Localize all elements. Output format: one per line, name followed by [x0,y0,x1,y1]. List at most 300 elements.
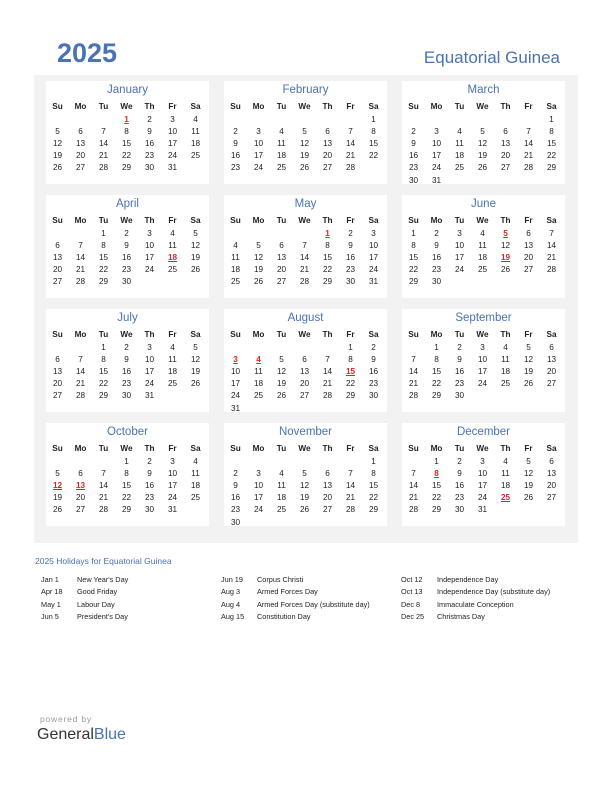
weekday-header: We [120,216,133,225]
day-cell: 30 [144,505,155,515]
day-cell: 21 [345,493,356,503]
weekday-header: Su [230,216,241,225]
day-cell: 21 [345,151,356,161]
day-cell: 29 [322,277,333,287]
day-cell: 17 [253,151,264,161]
day-cell: 17 [230,379,241,389]
day-cell: 1 [411,229,416,238]
day-cell: 23 [144,493,155,503]
day-cell: 25 [253,391,264,401]
day-cell: 7 [302,241,307,251]
weekday-header: Fr [524,330,533,339]
day-cell: 23 [121,379,132,389]
day-cell: 22 [121,493,132,503]
day-cell: 12 [477,139,488,149]
weekday-header: Mo [252,330,265,339]
day-cell: 13 [52,253,63,263]
day-cell: 10 [368,241,379,251]
day-cell: 10 [431,139,442,149]
day-cell: 20 [75,151,86,161]
day-cell: 6 [55,241,60,251]
day-cell: 15 [368,139,379,149]
day-cell: 14 [345,139,356,149]
day-cell: 21 [98,493,109,503]
day-cell: 18 [454,151,465,161]
weekday-header: Mo [74,216,87,225]
day-cell: 1 [371,457,376,466]
day-cell: 15 [546,139,557,149]
weekday-header: Tu [454,330,465,339]
month-name: April [115,198,139,210]
weekday-header: Sa [546,444,557,453]
day-cell: 3 [480,343,485,352]
day-cell: 24 [431,163,442,173]
day-cell: 16 [144,139,155,149]
day-cell: 30 [230,517,241,527]
day-cell: 8 [411,241,416,251]
day-cell: 5 [302,469,307,479]
day-cell: 17 [477,367,488,377]
day-cell: 9 [371,355,376,365]
day-cell: 14 [75,367,86,377]
day-cell: 21 [75,265,86,275]
day-cell: 16 [345,253,356,263]
generalblue-logo[interactable] [37,726,126,744]
weekday-header: Su [52,444,63,453]
weekday-header: We [298,102,311,111]
day-cell: 20 [52,379,63,389]
day-cell: 2 [233,127,238,137]
weekday-header: We [476,216,489,225]
day-cell: 4 [457,127,462,137]
day-cell: 11 [501,355,510,365]
day-cell: 22 [98,265,109,275]
day-cell: 30 [431,277,442,287]
day-cell: 15 [322,253,333,263]
day-cell: 4 [503,343,508,352]
day-cell: 12 [523,469,534,479]
day-cell: 1 [371,115,376,124]
weekday-header: We [120,330,133,339]
day-cell: 23 [431,265,442,275]
day-cell: 27 [52,277,63,287]
holiday-date: Oct 12 [401,575,423,584]
day-cell: 22 [368,151,379,161]
day-cell: 2 [434,229,439,238]
day-cell: 11 [478,241,487,251]
day-cell: 15 [98,253,109,263]
day-cell: 31 [144,391,155,401]
day-cell: 6 [78,469,83,479]
weekday-header: Th [144,102,155,111]
weekday-header: Sa [190,330,201,339]
day-cell: 8 [124,127,129,137]
day-cell: 29 [431,505,442,515]
day-cell: 31 [368,277,379,287]
day-cell: 20 [322,151,333,161]
day-cell: 30 [408,175,419,185]
day-cell: 16 [368,367,379,377]
day-cell: 10 [253,139,264,149]
weekday-header: Fr [346,444,355,453]
day-cell: 12 [52,139,63,149]
day-cell: 28 [75,277,86,287]
day-cell: 24 [454,265,465,275]
month-june [402,195,565,298]
day-cell: 6 [549,343,554,352]
day-cell: 27 [523,265,534,275]
day-cell: 12 [523,355,534,365]
day-cell: 19 [190,253,201,263]
day-cell: 1 [124,457,129,466]
holiday-day: 15 [345,367,356,377]
month-february [224,81,387,184]
day-cell: 13 [299,367,310,377]
day-cell: 12 [190,355,201,365]
holiday-day: 1 [325,229,330,238]
day-cell: 15 [431,481,442,491]
weekday-header: Tu [276,330,287,339]
day-cell: 30 [368,391,379,401]
day-cell: 10 [167,127,178,137]
day-cell: 21 [322,379,333,389]
day-cell: 15 [431,367,442,377]
day-cell: 18 [167,367,178,377]
day-cell: 9 [457,469,462,479]
weekday-header: Fr [168,216,177,225]
day-cell: 9 [124,241,129,251]
day-cell: 20 [52,265,63,275]
day-cell: 16 [454,481,465,491]
day-cell: 3 [170,457,175,466]
day-cell: 13 [500,139,511,149]
day-cell: 1 [101,229,106,238]
day-cell: 22 [431,493,442,503]
weekday-header: Mo [430,444,443,453]
day-cell: 27 [546,379,557,389]
day-cell: 3 [147,229,152,238]
day-cell: 16 [121,367,132,377]
day-cell: 29 [121,505,132,515]
day-cell: 5 [526,457,531,466]
weekday-header: Mo [430,330,443,339]
day-cell: 2 [348,229,353,238]
weekday-header: Tu [98,330,109,339]
day-cell: 29 [121,163,132,173]
weekday-header: Sa [368,216,379,225]
weekday-header: Th [144,444,155,453]
day-cell: 9 [147,469,152,479]
weekday-header: Su [52,216,63,225]
holiday-day: 25 [500,493,511,503]
day-cell: 25 [276,505,287,515]
weekday-header: Th [322,102,333,111]
weekday-header: Su [52,102,63,111]
day-cell: 14 [345,481,356,491]
day-cell: 16 [454,367,465,377]
day-cell: 7 [325,355,330,365]
day-cell: 18 [477,253,488,263]
weekday-header: Su [408,330,419,339]
day-cell: 16 [431,253,442,263]
weekday-header: We [298,444,311,453]
day-cell: 22 [368,493,379,503]
weekday-header: Mo [430,216,443,225]
day-cell: 4 [503,457,508,466]
day-cell: 12 [253,253,264,263]
holiday-date: Oct 13 [401,587,423,597]
holiday-day: 19 [500,253,511,263]
day-cell: 24 [167,151,178,161]
day-cell: 4 [279,127,284,137]
month-september [402,309,565,412]
day-cell: 11 [254,367,263,377]
month-name: May [294,198,317,210]
day-cell: 18 [253,379,264,389]
weekday-header: Su [230,330,241,339]
day-cell: 27 [500,163,511,173]
day-cell: 18 [500,481,511,491]
weekday-header: Sa [546,216,557,225]
day-cell: 24 [144,265,155,275]
day-cell: 12 [299,139,310,149]
day-cell: 30 [454,391,465,401]
day-cell: 23 [230,163,241,173]
holiday-day: 4 [256,355,261,365]
day-cell: 21 [98,151,109,161]
weekday-header: Mo [74,444,87,453]
day-cell: 4 [170,229,175,238]
day-cell: 26 [299,163,310,173]
weekday-header: Sa [546,330,557,339]
day-cell: 19 [52,151,63,161]
weekday-header: Tu [98,444,109,453]
day-cell: 28 [345,163,356,173]
weekday-header: Tu [454,102,465,111]
day-cell: 4 [193,457,198,466]
month-october [46,423,209,526]
holiday-date: Apr 18 [41,587,63,597]
day-cell: 8 [371,469,376,479]
weekday-header: We [120,444,133,453]
day-cell: 28 [299,277,310,287]
day-cell: 17 [144,367,155,377]
day-cell: 19 [477,151,488,161]
day-cell: 7 [526,127,531,137]
weekday-header: We [476,444,489,453]
day-cell: 7 [348,469,353,479]
day-cell: 26 [477,163,488,173]
day-cell: 7 [101,469,106,479]
weekday-header: Mo [74,102,87,111]
day-cell: 25 [276,163,287,173]
day-cell: 19 [523,481,534,491]
month-january [46,81,209,184]
day-cell: 26 [523,379,534,389]
weekday-header: Sa [546,102,557,111]
day-cell: 16 [230,493,241,503]
day-cell: 2 [411,127,416,137]
day-cell: 20 [500,151,511,161]
day-cell: 7 [411,469,416,479]
day-cell: 10 [230,367,241,377]
weekday-header: Th [144,330,155,339]
day-cell: 22 [431,379,442,389]
weekday-header: Su [230,102,241,111]
day-cell: 6 [325,127,330,137]
weekday-header: Fr [346,216,355,225]
day-cell: 24 [144,379,155,389]
day-cell: 14 [98,139,109,149]
day-cell: 16 [230,151,241,161]
weekday-header: Tu [454,444,465,453]
day-cell: 10 [477,469,488,479]
day-cell: 23 [230,505,241,515]
day-cell: 24 [253,505,264,515]
day-cell: 23 [345,265,356,275]
weekday-header: Th [500,216,511,225]
day-cell: 6 [526,229,531,238]
month-name: February [282,84,329,96]
day-cell: 28 [98,163,109,173]
day-cell: 13 [75,139,86,149]
weekday-header: Tu [98,102,109,111]
day-cell: 31 [167,505,178,515]
month-may [224,195,387,298]
weekday-header: Sa [190,444,201,453]
day-cell: 13 [546,469,557,479]
holiday-day: 3 [233,355,238,365]
day-cell: 9 [411,139,416,149]
day-cell: 6 [55,355,60,365]
month-march [402,81,565,184]
day-cell: 14 [98,481,109,491]
month-december [402,423,565,526]
day-cell: 22 [345,379,356,389]
day-cell: 5 [526,343,531,352]
day-cell: 19 [253,265,264,275]
day-cell: 10 [144,241,155,251]
weekday-header: Su [408,102,419,111]
day-cell: 9 [124,355,129,365]
weekday-header: Mo [430,102,443,111]
holiday-day: 12 [52,481,63,491]
day-cell: 5 [193,229,198,238]
weekday-header: Fr [524,216,533,225]
day-cell: 5 [55,469,60,479]
month-name: March [467,84,500,96]
day-cell: 29 [546,163,557,173]
day-cell: 14 [322,367,333,377]
weekday-header: Th [322,330,333,339]
day-cell: 27 [52,391,63,401]
day-cell: 30 [345,277,356,287]
month-name: July [117,312,138,324]
weekday-header: Su [408,216,419,225]
holiday-day: 13 [75,481,86,491]
day-cell: 8 [325,241,330,251]
holiday-name: President's Day [77,611,128,621]
day-cell: 26 [500,265,511,275]
day-cell: 26 [253,277,264,287]
day-cell: 12 [190,241,201,251]
weekday-header: Su [52,330,63,339]
day-cell: 8 [124,469,129,479]
day-cell: 21 [546,253,557,263]
day-cell: 2 [457,457,462,466]
day-cell: 29 [98,391,109,401]
day-cell: 22 [322,265,333,275]
day-cell: 29 [345,391,356,401]
day-cell: 26 [190,379,201,389]
month-name: December [456,426,511,438]
day-cell: 22 [121,151,132,161]
day-cell: 4 [233,241,238,251]
day-cell: 23 [454,493,465,503]
day-cell: 20 [322,493,333,503]
day-cell: 11 [277,481,286,491]
day-cell: 22 [408,265,419,275]
weekday-header: Tu [276,216,287,225]
day-cell: 18 [230,265,241,275]
day-cell: 17 [454,253,465,263]
day-cell: 30 [144,163,155,173]
day-cell: 17 [368,253,379,263]
day-cell: 27 [75,163,86,173]
day-cell: 11 [455,139,464,149]
day-cell: 12 [500,241,511,251]
day-cell: 9 [233,139,238,149]
day-cell: 6 [549,457,554,466]
day-cell: 23 [454,379,465,389]
day-cell: 3 [371,229,376,238]
day-cell: 22 [98,379,109,389]
year-title: 2025 [57,38,118,68]
day-cell: 3 [434,127,439,137]
day-cell: 20 [75,493,86,503]
day-cell: 15 [98,367,109,377]
day-cell: 9 [434,241,439,251]
weekday-header: Fr [168,330,177,339]
weekday-header: Th [500,102,511,111]
day-cell: 18 [190,139,201,149]
month-name: June [471,198,496,210]
weekday-header: Th [500,444,511,453]
day-cell: 5 [279,355,284,365]
holiday-date: Aug 4 [221,599,241,609]
day-cell: 28 [546,265,557,275]
weekday-header: Mo [74,330,87,339]
day-cell: 24 [477,493,488,503]
weekday-header: Th [500,330,511,339]
month-name: August [287,312,324,324]
day-cell: 29 [98,277,109,287]
day-cell: 25 [167,265,178,275]
day-cell: 28 [345,505,356,515]
weekday-header: Sa [190,216,201,225]
calendar-panel [34,75,578,543]
weekday-header: Sa [368,330,379,339]
day-cell: 28 [408,505,419,515]
day-cell: 10 [454,241,465,251]
day-cell: 26 [299,505,310,515]
day-cell: 2 [457,343,462,352]
weekday-header: Mo [252,216,265,225]
day-cell: 12 [299,481,310,491]
day-cell: 26 [52,163,63,173]
day-cell: 10 [477,355,488,365]
day-cell: 4 [279,469,284,479]
